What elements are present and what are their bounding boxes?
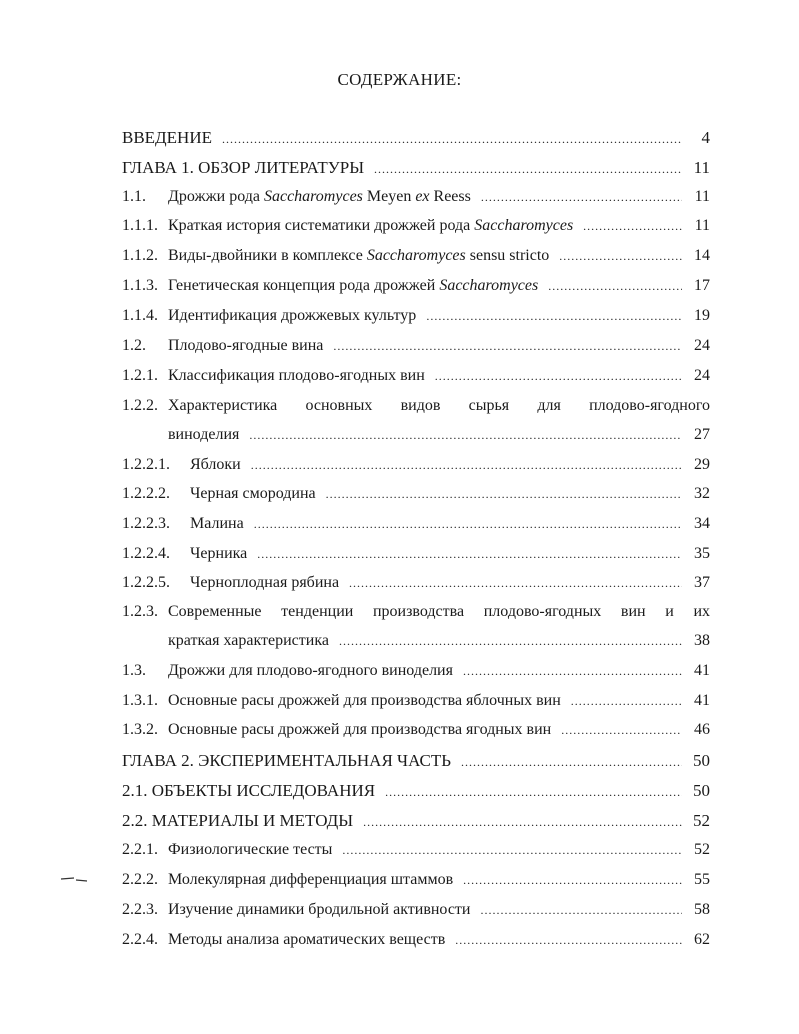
toc-page-number: 37 (694, 574, 710, 591)
toc-page-number: 35 (694, 545, 710, 562)
toc-page-number: 41 (694, 692, 710, 709)
toc-label: Черника (190, 545, 248, 562)
toc-number: 1.1.1. (122, 217, 158, 234)
toc-number: 1.2.2. (122, 397, 158, 414)
dot-leader (251, 459, 682, 471)
toc-page-number: 52 (694, 841, 710, 858)
toc-number: 2.2.1. (122, 841, 158, 858)
dot-leader (254, 518, 682, 530)
page-title: СОДЕРЖАНИЕ: (337, 70, 462, 89)
toc-page-number: 58 (694, 901, 710, 918)
toc-page-number: 50 (693, 781, 710, 800)
dot-leader (426, 310, 682, 322)
toc-number: 1.2.2.5. (122, 574, 170, 591)
margin-pen-mark (60, 877, 88, 883)
toc-entry-1-2-2[interactable] (122, 397, 710, 419)
toc-number: 1.3.1. (122, 692, 158, 709)
toc-label: Основные расы дрожжей для производства ягодных вин (168, 721, 552, 738)
toc-entry-1-2[interactable] (122, 337, 710, 359)
toc-label: Генетическая концепция рода дрожжей Saccharomyces (168, 277, 539, 294)
toc-label: 2.1. ОБЪЕКТЫ ИССЛЕДОВАНИЯ (122, 781, 376, 800)
toc-entry-2-1[interactable] (122, 781, 710, 803)
toc-entry-1-3[interactable] (122, 662, 710, 684)
toc-number: 1.2. (122, 337, 146, 354)
toc-label: Плодово-ягодные вина (168, 337, 324, 354)
toc-entry-2-2-4[interactable] (122, 931, 710, 953)
toc-label: Современные тенденции производства плодово-ягодных вин и их (168, 603, 710, 620)
toc-entry-2-2-1[interactable] (122, 841, 710, 863)
toc-page-number: 62 (694, 931, 710, 948)
toc-label: Идентификация дрожжевых культур (168, 307, 417, 324)
toc-entry-1-2-2-2[interactable] (122, 485, 710, 507)
toc-page-number: 38 (694, 632, 710, 649)
toc-number: 1.3.2. (122, 721, 158, 738)
dot-leader (559, 250, 682, 262)
dot-leader (374, 163, 682, 175)
toc-entry-1-2-2-4[interactable] (122, 545, 710, 567)
toc-page-number: 27 (694, 426, 710, 443)
toc-label: Виды-двойники в комплексе Saccharomyces sensu stricto (168, 247, 550, 264)
toc-page-number: 11 (693, 158, 710, 177)
toc-label: Характеристика основных видов сырья для плодово-ягодного (168, 397, 710, 414)
dot-leader (481, 191, 682, 203)
toc-label: Методы анализа ароматических веществ (168, 931, 446, 948)
toc-entry-1-1[interactable] (122, 188, 710, 210)
toc-number: 2.2.4. (122, 931, 158, 948)
toc-entry-1-2-1[interactable] (122, 367, 710, 389)
toc-page-number: 14 (694, 247, 710, 264)
toc-page-number: 24 (694, 337, 710, 354)
toc-entry-1-2-2-continued[interactable] (168, 426, 710, 448)
dot-leader (435, 370, 682, 382)
dot-leader (326, 488, 682, 500)
dot-leader (257, 548, 682, 560)
toc-label: ВВЕДЕНИЕ (122, 128, 212, 147)
toc-label: Яблоки (190, 456, 241, 473)
toc-page-number: 46 (694, 721, 710, 738)
toc-page-number: 17 (694, 277, 710, 294)
toc-number: 1.1.3. (122, 277, 158, 294)
dot-leader (349, 577, 682, 589)
toc-entry-1-2-2-5[interactable] (122, 574, 710, 596)
toc-number: 1.2.2.1. (122, 456, 170, 473)
toc-page-number: 29 (694, 456, 710, 473)
dot-leader (461, 756, 682, 768)
toc-entry-chapter-1[interactable] (122, 158, 710, 180)
toc-page-number: 4 (701, 128, 710, 147)
toc-number: 1.2.2.3. (122, 515, 170, 532)
toc-entry-1-1-3[interactable] (122, 277, 710, 299)
toc-entry-1-1-1[interactable] (122, 217, 710, 239)
toc-label: Краткая история систематики дрожжей рода Saccharomyces (168, 217, 574, 234)
toc-label: Дрожжи для плодово-ягодного виноделия (168, 662, 453, 679)
toc-number: 2.2.2. (122, 871, 158, 888)
dot-leader (455, 934, 682, 946)
dot-leader (463, 665, 682, 677)
toc-number: 1.2.3. (122, 603, 158, 620)
dot-leader (342, 844, 682, 856)
toc-label: Изучение динамики бродильной активности (168, 901, 471, 918)
dot-leader (339, 635, 682, 647)
toc-page-number: 55 (694, 871, 710, 888)
toc-page-number: 24 (694, 367, 710, 384)
toc-page-number: 50 (693, 751, 710, 770)
toc-entry-1-2-3-continued[interactable] (168, 632, 710, 654)
toc-label: 2.2. МАТЕРИАЛЫ И МЕТОДЫ (122, 811, 354, 830)
toc-label: Основные расы дрожжей для производства яблочных вин (168, 692, 561, 709)
toc-page-number: 32 (694, 485, 710, 502)
toc-page-number: 34 (694, 515, 710, 532)
dot-leader (249, 429, 682, 441)
toc-number: 1.2.2.4. (122, 545, 170, 562)
toc-label: Малина (190, 515, 244, 532)
toc-page-number: 52 (693, 811, 710, 830)
toc-label: Дрожжи рода Saccharomyces Meyen ex Reess (168, 188, 471, 205)
dot-leader (571, 695, 682, 707)
toc-page-number: 11 (694, 188, 710, 205)
toc-label: ГЛАВА 2. ЭКСПЕРИМЕНТАЛЬНАЯ ЧАСТЬ (122, 751, 452, 770)
toc-label-continued: виноделия (168, 426, 240, 443)
toc-page-number: 41 (694, 662, 710, 679)
toc-entry-1-1-2[interactable] (122, 247, 710, 269)
toc-label: Молекулярная дифференциация штаммов (168, 871, 454, 888)
toc-number: 1.1.2. (122, 247, 158, 264)
toc-number: 1.1.4. (122, 307, 158, 324)
toc-number: 2.2.3. (122, 901, 158, 918)
toc-entry-2-2-3[interactable] (122, 901, 710, 923)
dot-leader (583, 220, 682, 232)
toc-entry-introduction[interactable] (122, 128, 710, 150)
toc-number: 1.2.1. (122, 367, 158, 384)
toc-entry-2-2[interactable] (122, 811, 710, 833)
toc-number: 1.3. (122, 662, 146, 679)
toc-entry-1-1-4[interactable] (122, 307, 710, 329)
toc-entry-2-2-2[interactable] (122, 871, 710, 893)
toc-label-continued: краткая характеристика (168, 632, 329, 649)
dot-leader (222, 133, 682, 145)
toc-number: 1.1. (122, 188, 146, 205)
toc-page-number: 11 (694, 217, 710, 234)
dot-leader (363, 816, 682, 828)
toc-page-number: 19 (694, 307, 710, 324)
toc-label: Черная смородина (190, 485, 316, 502)
dot-leader (333, 340, 682, 352)
dot-leader (561, 724, 682, 736)
toc-number: 1.2.2.2. (122, 485, 170, 502)
toc-label: Черноплодная рябина (190, 574, 340, 591)
toc-entry-1-2-2-1[interactable] (122, 456, 710, 478)
toc-label: ГЛАВА 1. ОБЗОР ЛИТЕРАТУРЫ (122, 158, 365, 177)
toc-entry-1-3-1[interactable] (122, 692, 710, 714)
dot-leader (548, 280, 682, 292)
dot-leader (480, 904, 682, 916)
toc-label: Классификация плодово-ягодных вин (168, 367, 425, 384)
toc-entry-1-2-2-3[interactable] (122, 515, 710, 537)
toc-label: Физиологические тесты (168, 841, 333, 858)
toc-entry-chapter-2[interactable] (122, 751, 710, 773)
dot-leader (463, 874, 682, 886)
toc-entry-1-2-3[interactable] (122, 603, 710, 625)
dot-leader (385, 786, 682, 798)
toc-entry-1-3-2[interactable] (122, 721, 710, 743)
